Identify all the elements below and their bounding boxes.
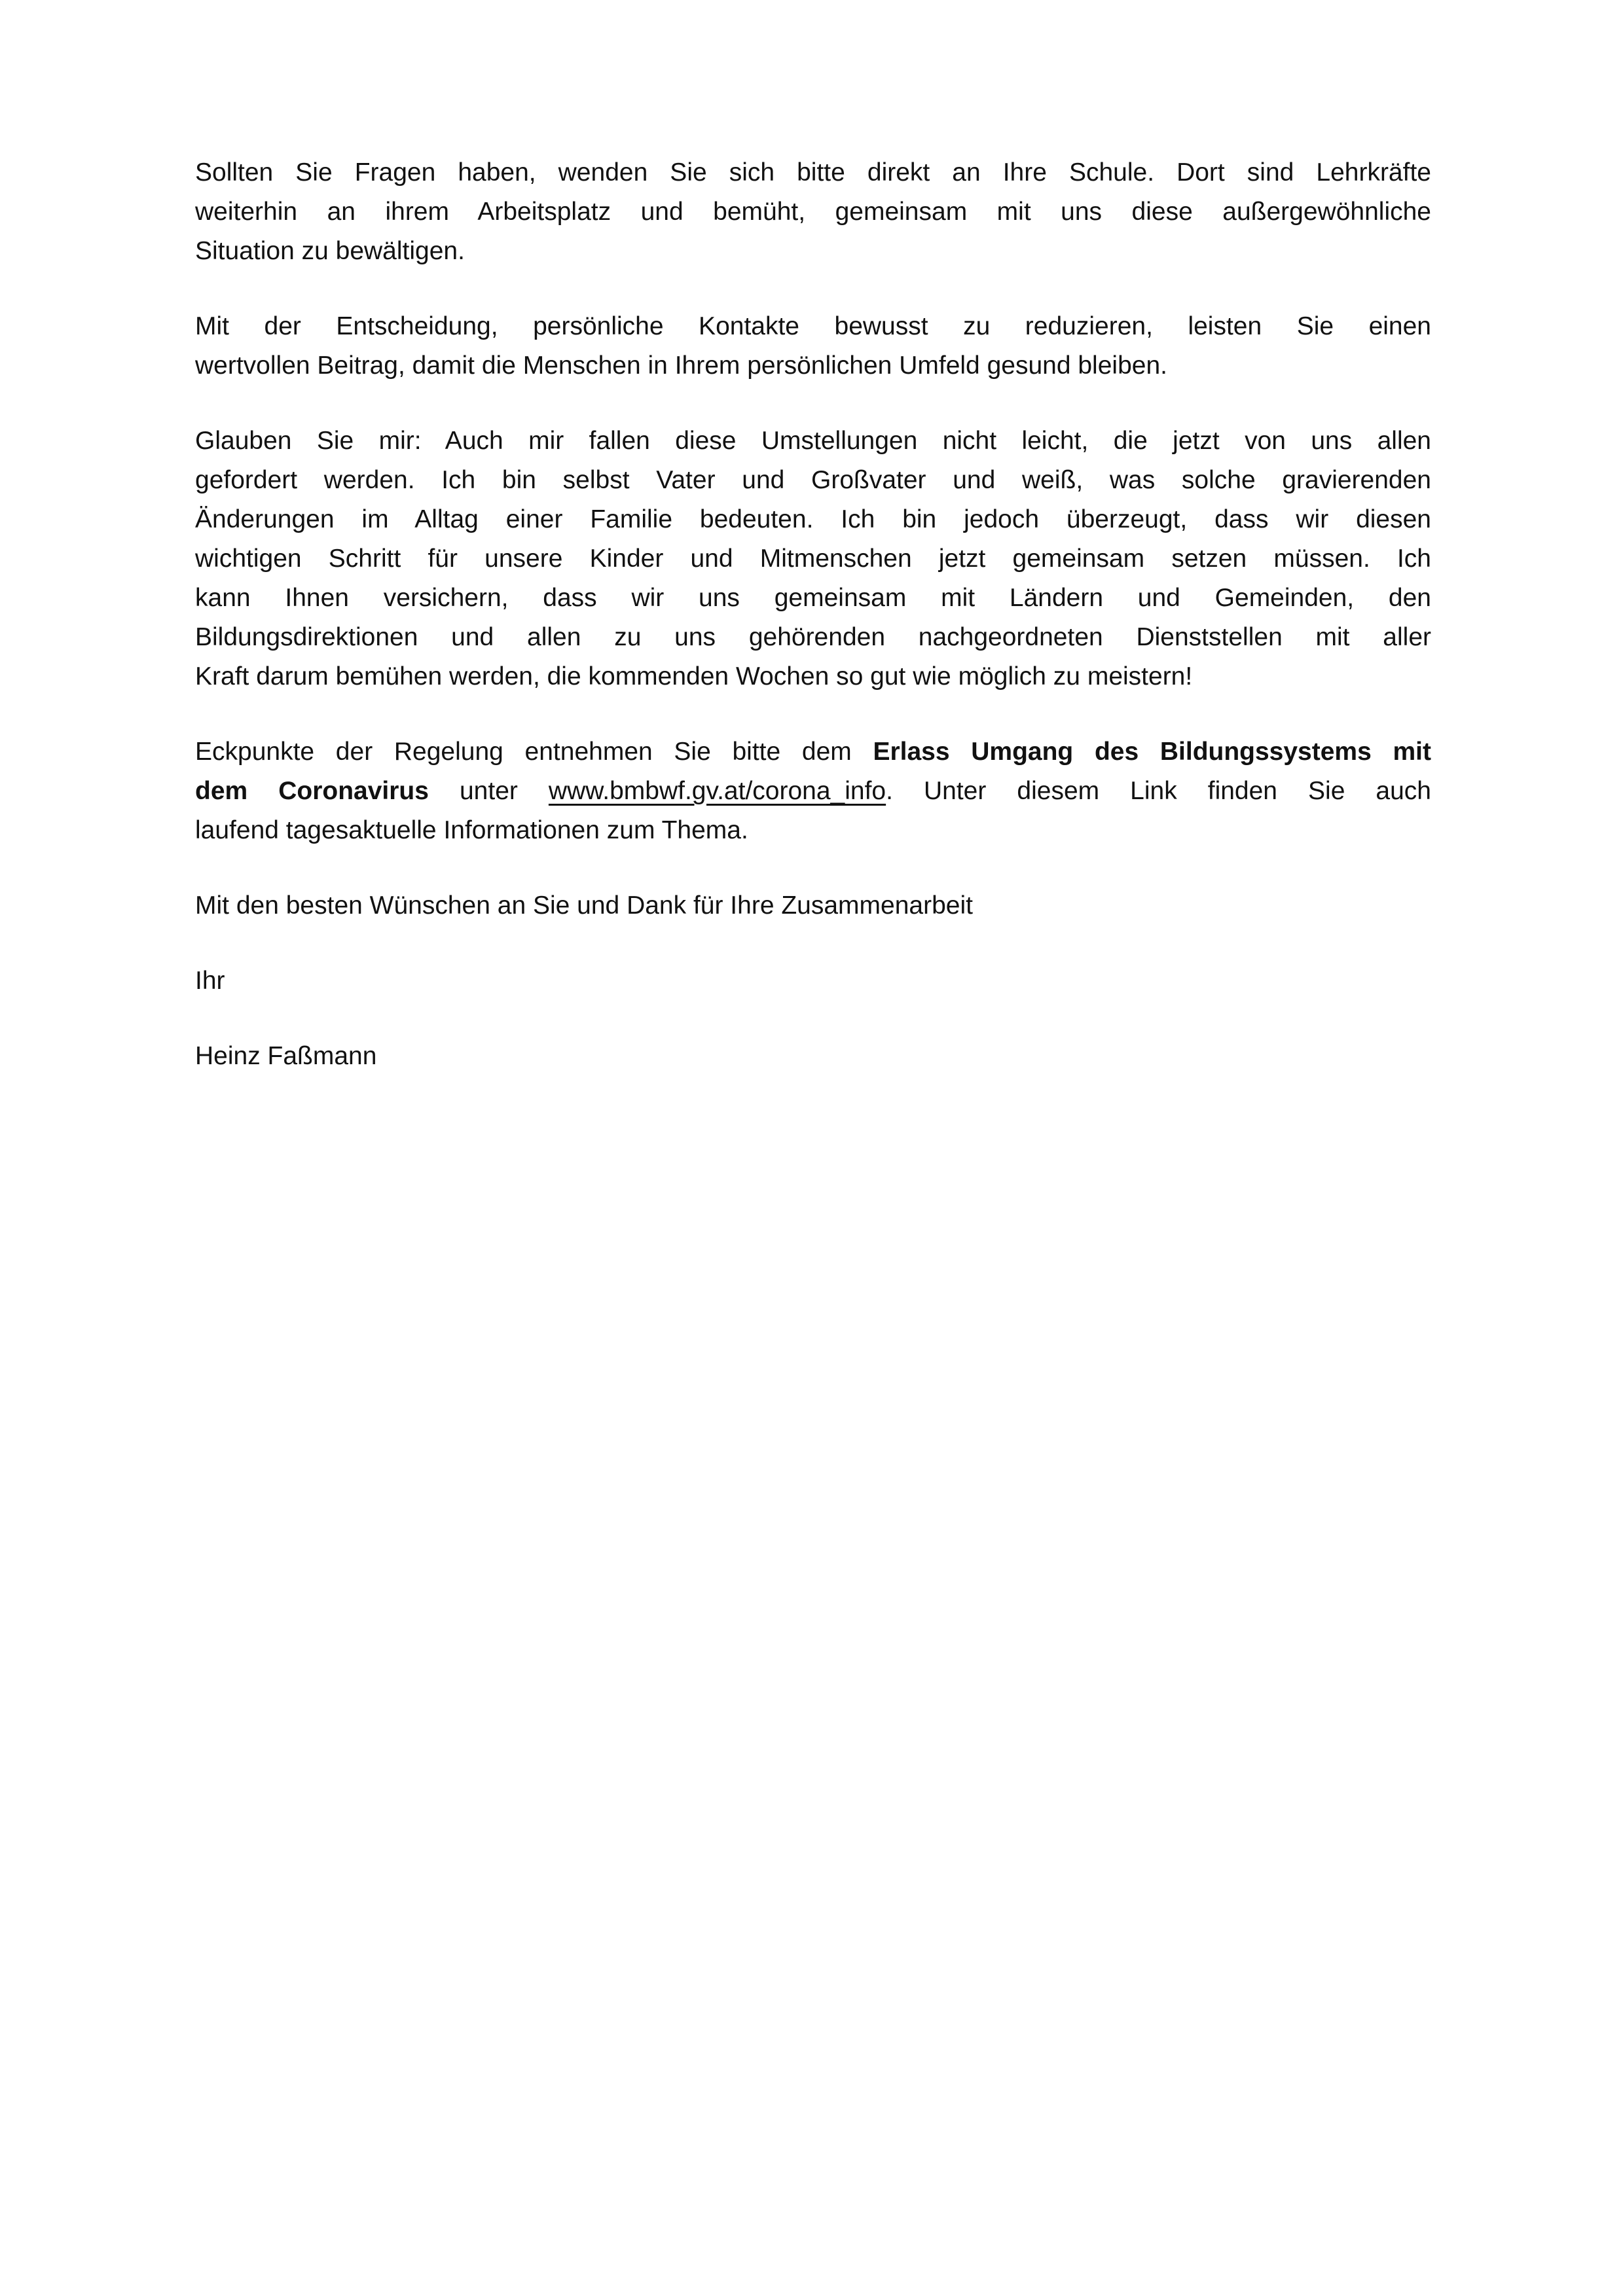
text-line: Ihr bbox=[195, 967, 225, 995]
text-line: wertvollen Beitrag, damit die Menschen in Ihrem persönlichen Umfeld gesund bleiben. bbox=[195, 351, 1167, 380]
text-line: Bildungsdirektionen und allen zu uns gehörenden nachgeordneten Dienststellen mit aller bbox=[195, 623, 1431, 651]
paragraph-personal-assurance bbox=[195, 422, 1431, 696]
signature-name bbox=[195, 1037, 1431, 1076]
text-line: laufend tagesaktuelle Informationen zum Thema. bbox=[195, 816, 748, 844]
erlass-title-bold: dem Coronavirus bbox=[195, 777, 429, 805]
text-run: unter bbox=[428, 777, 549, 805]
paragraph-reduce-contacts bbox=[195, 307, 1431, 386]
text-line: gefordert werden. Ich bin selbst Vater und Großvater und weiß, was solche gravierenden bbox=[195, 466, 1431, 494]
text-line: Glauben Sie mir: Auch mir fallen diese Umstellungen nicht leicht, die jetzt von uns allen bbox=[195, 427, 1431, 455]
text-line: wichtigen Schritt für unsere Kinder und Mitmenschen jetzt gemeinsam setzen müssen. Ich bbox=[195, 545, 1431, 573]
text-line: Mit der Entscheidung, persönliche Kontakte bewusst zu reduzieren, leisten Sie einen bbox=[195, 312, 1431, 340]
text-line: Heinz Faßmann bbox=[195, 1042, 377, 1070]
text-run: Eckpunkte der Regelung entnehmen Sie bitte dem bbox=[195, 738, 873, 766]
text-line: Mit den besten Wünschen an Sie und Dank für Ihre Zusammenarbeit bbox=[195, 891, 973, 920]
text-line: kann Ihnen versichern, dass wir uns gemeinsam mit Ländern und Gemeinden, den bbox=[195, 584, 1431, 612]
text-line: weiterhin an ihrem Arbeitsplatz und bemüht, gemeinsam mit uns diese außergewöhnliche bbox=[195, 198, 1431, 226]
paragraph-erlass-info bbox=[195, 732, 1431, 850]
erlass-title-bold: Erlass Umgang des Bildungssystems mit bbox=[873, 738, 1431, 766]
text-line: Kraft darum bemühen werden, die kommenden Wochen so gut wie möglich zu meistern! bbox=[195, 662, 1193, 691]
corona-info-link[interactable]: www.bmbwf.gv.at/corona_info bbox=[548, 777, 886, 805]
closing-wishes bbox=[195, 886, 1431, 925]
text-line: Änderungen im Alltag einer Familie bedeuten. Ich bin jedoch überzeugt, dass wir diesen bbox=[195, 505, 1431, 533]
text-line: Situation zu bewältigen. bbox=[195, 237, 465, 265]
closing-salutation bbox=[195, 961, 1431, 1001]
text-line bbox=[195, 732, 1431, 772]
text-run: . Unter diesem Link finden Sie auch bbox=[886, 777, 1431, 805]
paragraph-contact-school bbox=[195, 153, 1431, 271]
text-line: Sollten Sie Fragen haben, wenden Sie sich bitte direkt an Ihre Schule. Dort sind Lehrkräfte bbox=[195, 158, 1431, 187]
letter-body bbox=[195, 153, 1431, 1076]
text-line bbox=[195, 772, 1431, 811]
